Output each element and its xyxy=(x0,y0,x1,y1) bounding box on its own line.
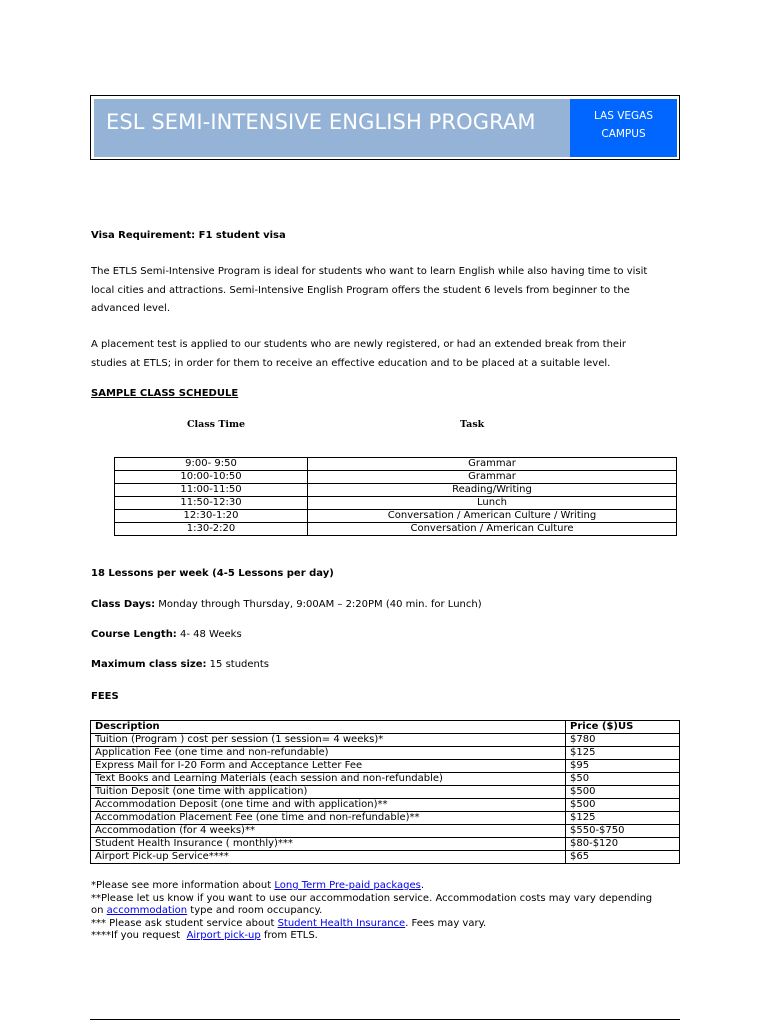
footnote-text: . xyxy=(420,880,425,891)
fees-table xyxy=(90,720,680,864)
visa-requirement: Visa Requirement: F1 student visa xyxy=(91,230,286,241)
table-row xyxy=(91,851,680,864)
fee-description: Airport Pick-up Service**** xyxy=(91,851,566,864)
fee-price: $50 xyxy=(566,773,680,786)
time-cell: 1:30-2:20 xyxy=(115,523,308,536)
table-row xyxy=(115,471,677,484)
intro-line: advanced level. xyxy=(91,303,170,314)
health-insurance-link[interactable]: Student Health Insurance xyxy=(277,917,406,929)
time-cell: 9:00- 9:50 xyxy=(115,458,308,471)
table-row xyxy=(91,799,680,812)
task-cell: Grammar xyxy=(308,458,677,471)
task-cell: Reading/Writing xyxy=(308,484,677,497)
col-price: Price ($)US xyxy=(566,721,680,734)
class-days xyxy=(91,599,681,610)
footnotes xyxy=(91,880,691,943)
fee-description: Tuition Deposit (one time with application) xyxy=(91,786,566,799)
campus-line2: CAMPUS xyxy=(601,128,646,140)
fee-price: $780 xyxy=(566,734,680,747)
col-task: Task xyxy=(460,419,485,430)
course-length-label: Course Length: xyxy=(91,629,177,640)
fee-description: Tuition (Program ) cost per session (1 session= 4 weeks)* xyxy=(91,734,566,747)
fee-description: Application Fee (one time and non-refundable) xyxy=(91,747,566,760)
col-description: Description xyxy=(91,721,566,734)
fee-description: Express Mail for I-20 Form and Acceptance Letter Fee xyxy=(91,760,566,773)
placement-paragraph xyxy=(91,336,681,373)
table-row xyxy=(91,786,680,799)
table-row xyxy=(91,825,680,838)
placement-line: studies at ETLS; in order for them to receive an effective education and to be placed at a suitable level. xyxy=(91,357,611,369)
table-row xyxy=(115,510,677,523)
lessons-per-week: 18 Lessons per week (4-5 Lessons per day) xyxy=(91,568,334,579)
fee-price: $125 xyxy=(566,812,680,825)
footnote-2 xyxy=(91,893,691,918)
max-class-label: Maximum class size: xyxy=(91,659,207,670)
table-row xyxy=(91,747,680,760)
time-cell: 12:30-1:20 xyxy=(115,510,308,523)
accommodation-link[interactable]: accommodation xyxy=(106,905,188,916)
task-cell: Grammar xyxy=(308,471,677,484)
fee-price: $500 xyxy=(566,799,680,812)
footnote-4 xyxy=(91,930,691,943)
fee-price: $550-$750 xyxy=(566,825,680,838)
header-banner xyxy=(90,95,680,160)
placement-line: A placement test is applied to our students who are newly registered, or had an extended break from their xyxy=(91,339,626,350)
max-class-size xyxy=(91,659,681,670)
table-row xyxy=(91,773,680,786)
task-cell: Conversation / American Culture xyxy=(308,523,677,536)
campus-box xyxy=(570,99,677,157)
campus-line1: LAS VEGAS xyxy=(593,110,654,122)
footnote-text: on xyxy=(91,905,107,916)
footnote-text: type and room occupancy. xyxy=(187,905,323,916)
footnote-text: from ETLS. xyxy=(260,930,318,941)
fee-price: $80-$120 xyxy=(566,838,680,851)
schedule-table xyxy=(114,457,677,536)
page-bottom-rule xyxy=(90,1019,680,1020)
table-row xyxy=(91,760,680,773)
class-days-value: Monday through Thursday, 9:00AM – 2:20PM (40 min. for Lunch) xyxy=(155,599,482,610)
time-cell: 10:00-10:50 xyxy=(115,471,308,484)
table-header-row xyxy=(91,721,680,734)
footnote-text: ****If you request xyxy=(91,930,187,941)
fee-description: Accommodation Placement Fee (one time and non-refundable)** xyxy=(91,812,566,825)
fee-price: $125 xyxy=(566,747,680,760)
airport-pickup-link[interactable]: Airport pick-up xyxy=(186,930,261,941)
fee-price: $500 xyxy=(566,786,680,799)
fee-description: Accommodation (for 4 weeks)** xyxy=(91,825,566,838)
course-length xyxy=(91,629,681,640)
table-row xyxy=(115,458,677,471)
fee-price: $65 xyxy=(566,851,680,864)
footnote-text: . Fees may vary. xyxy=(405,917,487,929)
page-title: ESL SEMI-INTENSIVE ENGLISH PROGRAM xyxy=(106,110,536,134)
class-days-label: Class Days: xyxy=(91,599,156,610)
fee-description: Text Books and Learning Materials (each session and non-refundable) xyxy=(91,773,566,786)
time-cell: 11:50-12:30 xyxy=(115,497,308,510)
table-row xyxy=(115,497,677,510)
footnote-text: **Please let us know if you want to use our accommodation service. Accommodation costs may vary depending xyxy=(91,892,653,904)
table-row xyxy=(91,734,680,747)
footnote-text: *** Please ask student service about xyxy=(91,917,278,929)
schedule-heading: SAMPLE CLASS SCHEDULE xyxy=(91,388,239,399)
fee-description: Accommodation Deposit (one time and with application)** xyxy=(91,799,566,812)
task-cell: Conversation / American Culture / Writing xyxy=(308,510,677,523)
table-row xyxy=(115,523,677,536)
long-term-packages-link[interactable]: Long Term Pre-paid packages xyxy=(274,880,421,891)
footnote-1 xyxy=(91,880,691,893)
footnote-3 xyxy=(91,918,691,931)
time-cell: 11:00-11:50 xyxy=(115,484,308,497)
table-row xyxy=(91,812,680,825)
fee-price: $95 xyxy=(566,760,680,773)
fees-heading: FEES xyxy=(91,691,119,702)
intro-line: local cities and attractions. Semi-Intensive English Program offers the student 6 levels from beginner to the xyxy=(91,284,630,296)
table-row xyxy=(91,838,680,851)
max-class-value: 15 students xyxy=(206,659,270,670)
intro-line: The ETLS Semi-Intensive Program is ideal for students who want to learn English while also having time to visit xyxy=(91,266,648,277)
course-length-value: 4- 48 Weeks xyxy=(176,629,242,640)
task-cell: Lunch xyxy=(308,497,677,510)
table-row xyxy=(115,484,677,497)
intro-paragraph xyxy=(91,263,681,319)
footnote-text: *Please see more information about xyxy=(91,880,275,891)
col-class-time: Class Time xyxy=(187,419,246,430)
fee-description: Student Health Insurance ( monthly)*** xyxy=(91,838,566,851)
